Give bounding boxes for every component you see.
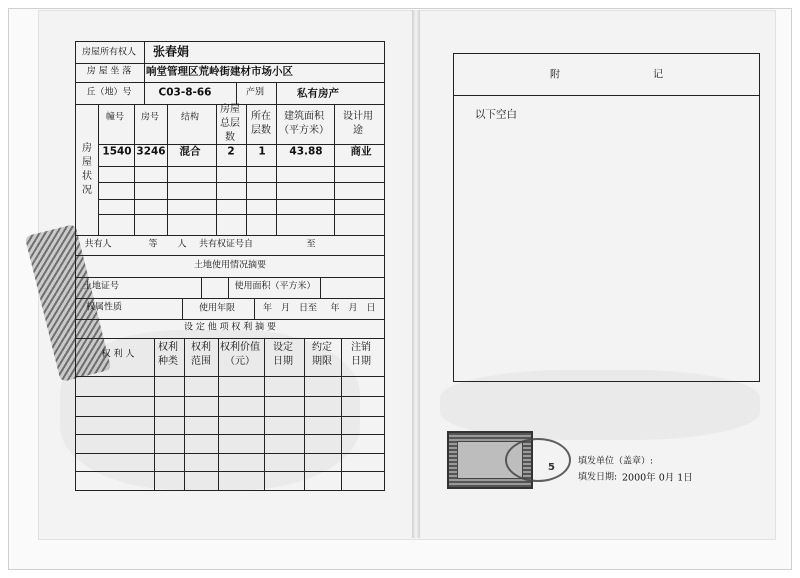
house-cell-usage: 商业 <box>350 145 372 158</box>
owner-value: 张春娟 <box>153 44 190 59</box>
house-header-room-no: 房号 <box>140 112 160 123</box>
co-owner-etc: 等 <box>148 239 158 250</box>
notes-box <box>453 53 760 382</box>
center-fold <box>412 10 420 538</box>
co-owner-person: 人 <box>177 239 187 250</box>
house-cell-floor: 1 <box>258 145 266 158</box>
house-header-total-floors: 房屋总层数 <box>220 104 240 143</box>
house-header-building-no: 幢号 <box>105 112 125 123</box>
rights-header-term: 约定期限 <box>312 342 332 367</box>
lot-label: 丘（地）号 <box>86 87 132 98</box>
land-use-title: 土地使用情况摘要 <box>193 260 267 271</box>
house-cell-building-no: 1540 <box>102 145 132 158</box>
land-term-from: 年 月 日至 <box>262 303 318 314</box>
notes-title-right: 记 <box>653 69 663 81</box>
owner-label: 房屋所有权人 <box>81 47 137 58</box>
rights-header-value: 权利价值（元） <box>220 342 260 367</box>
house-cell-total-floors: 2 <box>227 145 235 158</box>
other-rights-title: 设 定 他 项 权 利 摘 要 <box>183 322 277 333</box>
issue-date-value: 2000年 0月 1日 <box>622 472 693 484</box>
house-header-structure: 结构 <box>180 112 200 123</box>
lot-value: C03-8-66 <box>158 86 212 99</box>
property-type-value: 私有房产 <box>297 87 339 100</box>
house-cell-structure: 混合 <box>179 145 201 158</box>
land-cert-label: 土地证号 <box>82 281 120 292</box>
rights-header-set-date: 设定日期 <box>273 342 293 367</box>
issuer-label: 填发单位（盖章）: <box>578 456 654 467</box>
house-header-floor: 所在层数 <box>251 111 271 136</box>
rights-header-cancel-date: 注销日期 <box>351 342 371 367</box>
house-status-label: 房屋状况 <box>82 143 92 196</box>
house-cell-area: 43.88 <box>289 145 323 158</box>
land-term-label: 使用年限 <box>198 303 236 314</box>
location-value: 响堂管理区荒岭街建材市场小区 <box>146 65 293 78</box>
land-rights-label: 权属性质 <box>85 302 123 313</box>
co-owner-cert-to: 至 <box>306 239 316 250</box>
property-type-label: 产别 <box>245 87 265 98</box>
house-header-usage: 设计用途 <box>343 111 373 136</box>
land-term-to: 年 月 日 <box>330 303 376 314</box>
notes-title-left: 附 <box>550 69 560 81</box>
rights-header-scope: 权利范围 <box>191 342 211 367</box>
notes-text: 以下空白 <box>475 108 517 121</box>
land-area-label: 使用面积（平方米） <box>234 281 316 292</box>
co-owner-label: 共有人 <box>84 239 112 250</box>
rights-header-holder: 权 利 人 <box>101 349 135 360</box>
rights-header-type: 权利种类 <box>158 342 178 367</box>
seal-mark: 5 <box>548 462 555 473</box>
cancellation-seal <box>505 438 571 482</box>
house-header-area: 建筑面积（平方米） <box>279 111 329 136</box>
location-label: 房 屋 坐 落 <box>86 66 132 77</box>
issue-date-label: 填发日期: <box>578 472 618 483</box>
co-owner-cert-label: 共有权证号自 <box>198 239 254 250</box>
house-cell-room-no: 3246 <box>136 145 166 158</box>
